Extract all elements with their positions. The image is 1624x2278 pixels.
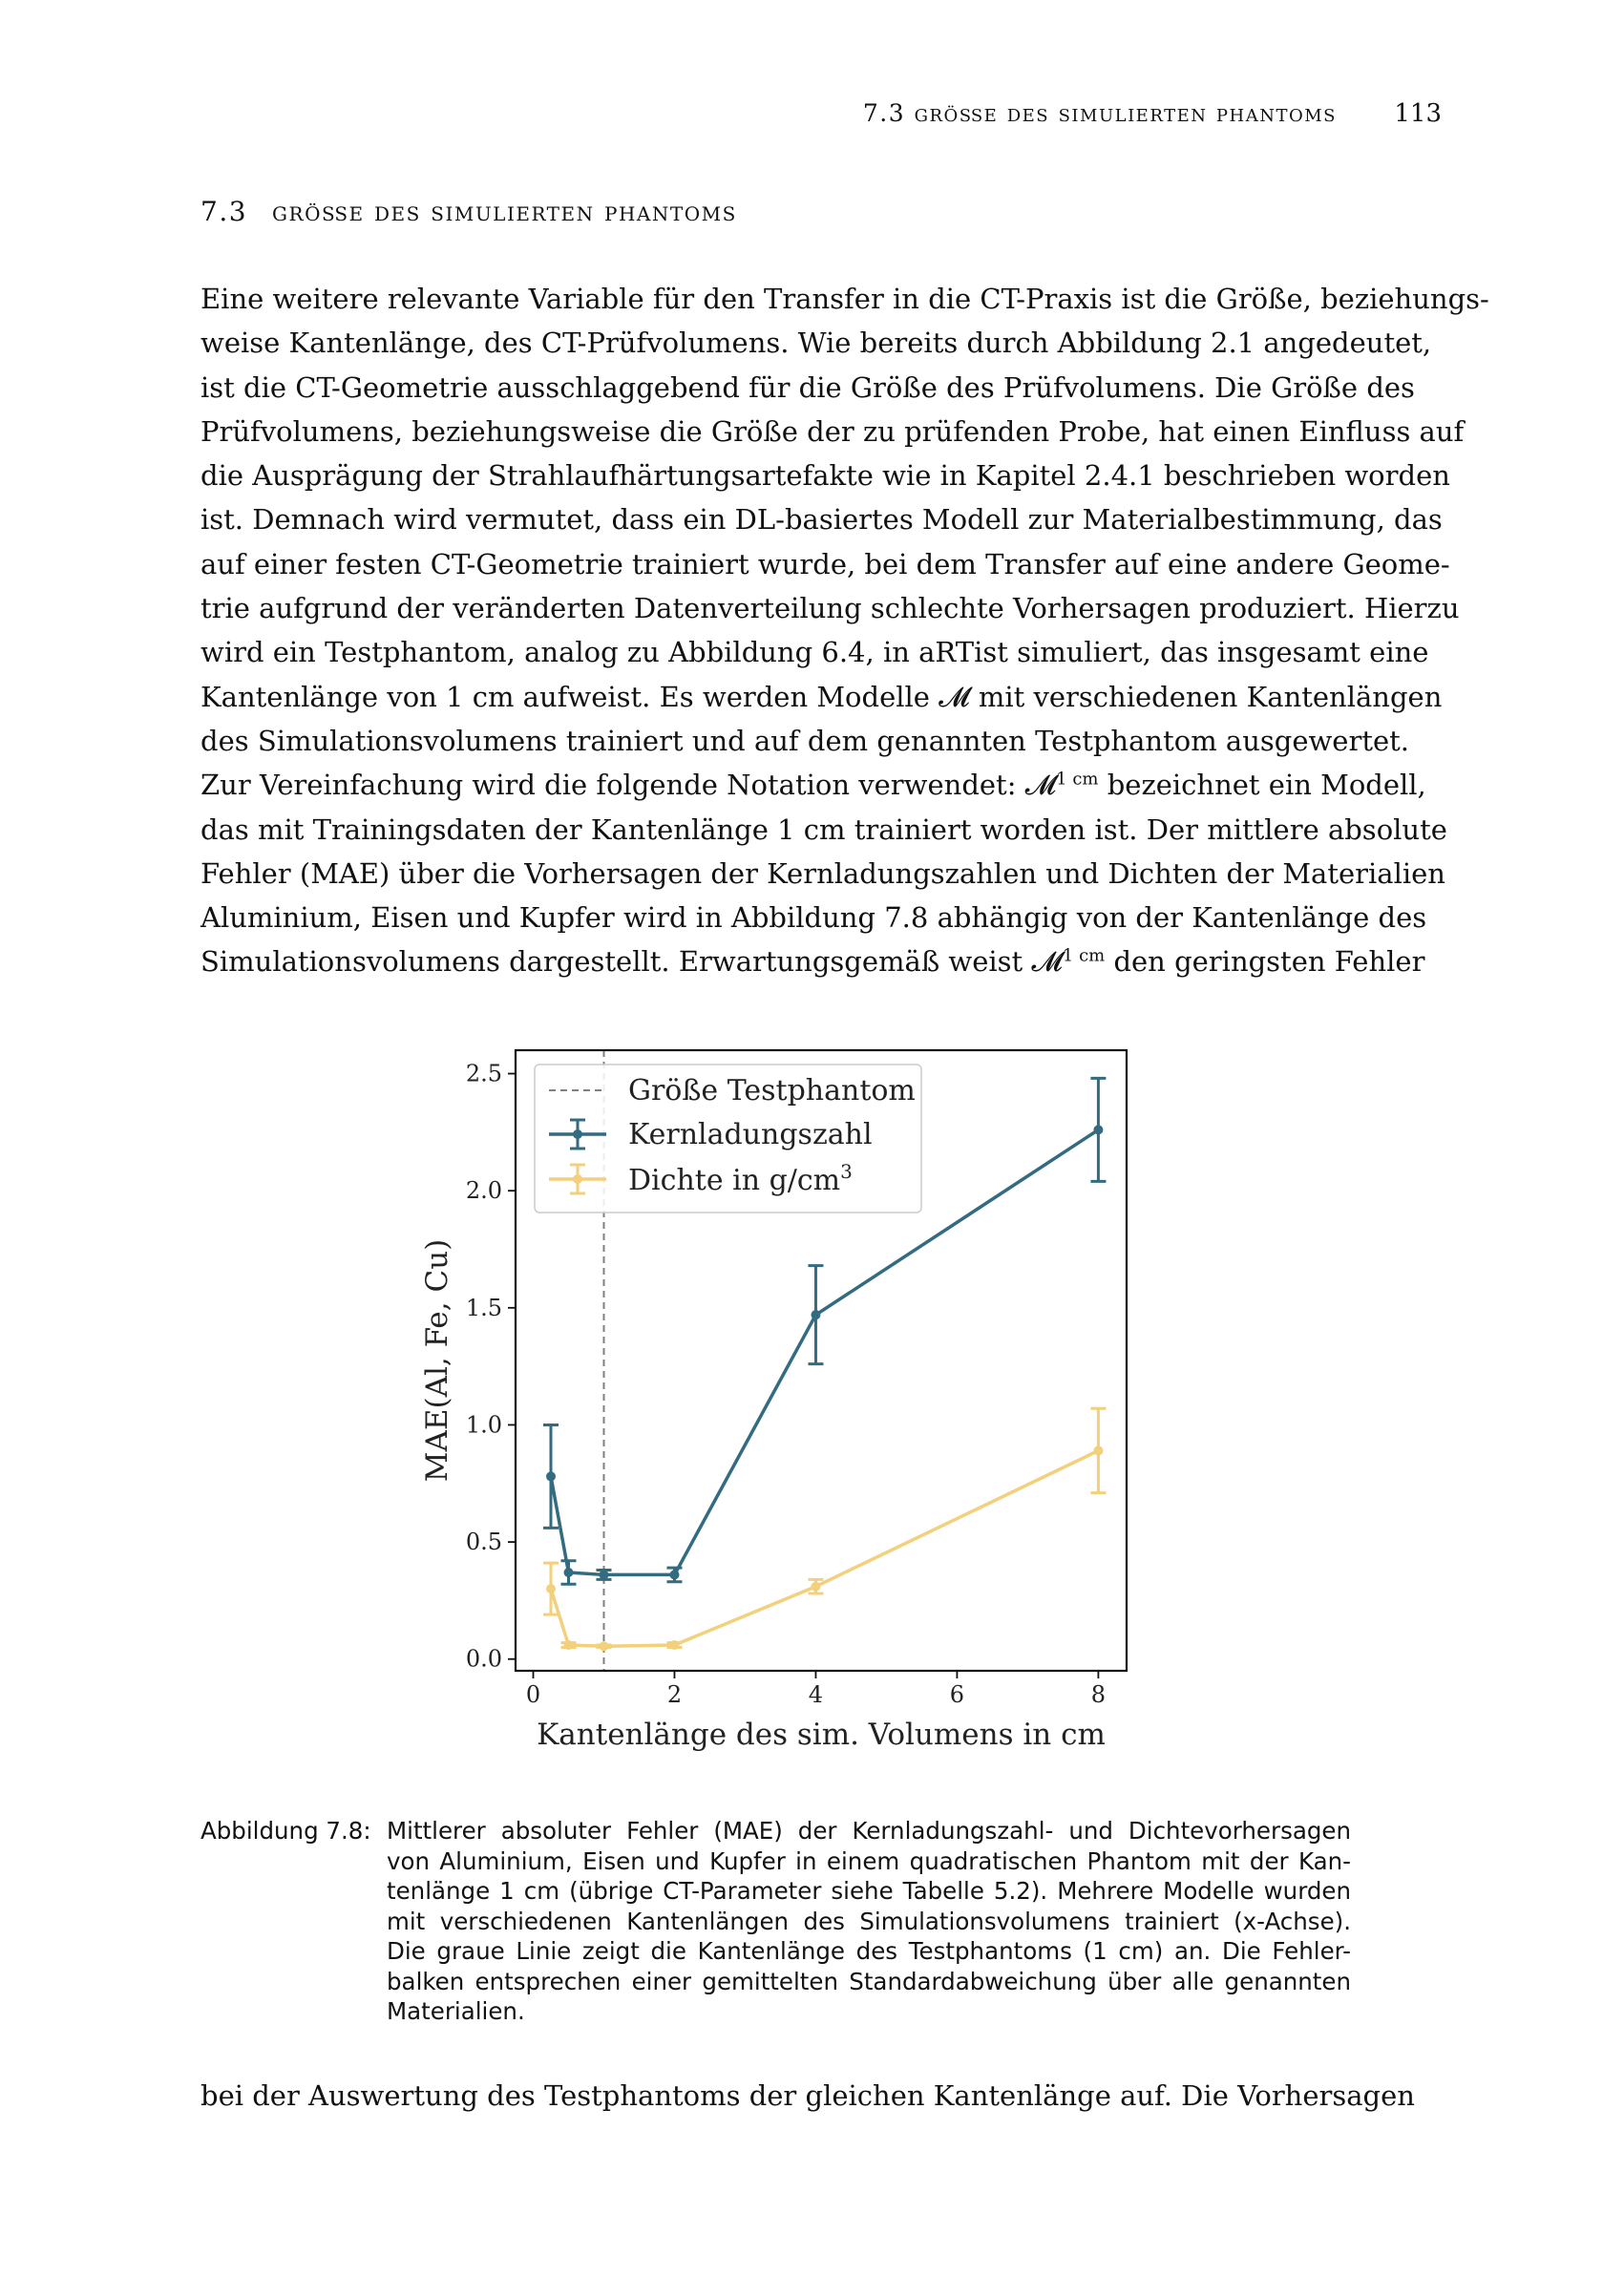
superscript: 1 cm <box>1056 769 1099 790</box>
data-point <box>669 1640 679 1650</box>
data-point <box>1093 1445 1103 1455</box>
text-line: ist. Demnach wird vermutet, dass ein DL-basiertes Modell zur Materialbestimmung, das <box>200 503 1443 537</box>
caption-line: Materialien. <box>387 1997 525 2025</box>
text-line: Kantenlänge von 1 cm aufweist. Es werden Modelle 𝓜 mit verschiedenen Kantenlängen <box>200 680 1443 713</box>
figure-7-8 <box>401 1036 1155 1771</box>
figure-caption <box>200 1816 1351 2027</box>
text-fragment: Simulationsvolumens dargestellt. Erwartungsgemäß weist 𝓜 <box>200 945 1063 979</box>
text-line: wird ein Testphantom, analog zu Abbildung 6.4, in aRTist simuliert, das insgesamt eine <box>200 636 1429 669</box>
y-tick-label: 0.5 <box>465 1529 502 1556</box>
y-tick-label: 1.5 <box>465 1294 502 1321</box>
legend-series2-text: Dichte in g/cm <box>628 1164 841 1197</box>
running-header-title: 7.3 größe des simulierten phantoms <box>862 99 1337 127</box>
text-fragment: Zur Vereinfachung wird die folgende Notation verwendet: 𝓜 <box>200 769 1057 802</box>
legend-series2-label <box>628 1160 853 1197</box>
caption-line: tenlänge 1 cm (übrige CT-Parameter siehe Tabelle 5.2). Mehrere Modelle wurden <box>387 1877 1351 1905</box>
data-point <box>1093 1125 1103 1134</box>
y-axis-label: MAE(Al, Fe, Cu) <box>420 1238 454 1483</box>
legend-series1-label: Kernladungszahl <box>628 1118 873 1151</box>
caption-line: mit verschiedenen Kantenlängen des Simulationsvolumens trainiert (x-Achse). <box>387 1907 1351 1935</box>
y-tick-label: 2.5 <box>465 1060 502 1087</box>
text-line: Aluminium, Eisen und Kupfer wird in Abbildung 7.8 abhängig von der Kantenlänge des <box>200 901 1427 935</box>
paragraph-2 <box>200 2074 1415 2118</box>
mae-chart <box>401 1036 1155 1771</box>
text-line <box>200 763 1426 807</box>
text-line: die Ausprägung der Strahlaufhärtungsartefakte wie in Kapitel 2.4.1 beschrieben worden <box>200 459 1450 493</box>
caption-label: Abbildung 7.8: <box>200 1817 371 1845</box>
y-ticks <box>466 1061 516 1673</box>
running-header <box>200 99 1442 137</box>
text-line: trie aufgrund der veränderten Datenverteilung schlechte Vorhersagen produziert. Hierzu <box>200 592 1460 625</box>
data-point <box>546 1584 556 1593</box>
data-point <box>811 1582 820 1592</box>
series-line <box>551 1450 1098 1646</box>
x-tick-label: 8 <box>1090 1681 1107 1708</box>
x-tick-label: 0 <box>525 1681 541 1708</box>
legend-series2-sup: 3 <box>840 1160 853 1183</box>
superscript: 1 cm <box>1062 945 1106 966</box>
text-line: Prüfvolumens, beziehungsweise die Größe der zu prüfenden Probe, hat einen Einfluss auf <box>200 414 1465 448</box>
section-heading <box>200 196 737 227</box>
text-fragment: bezeichnet ein Modell, <box>1098 769 1426 802</box>
data-point <box>599 1641 608 1651</box>
text-line: das mit Trainingsdaten der Kantenlänge 1 cm trainiert worden ist. Der mittlere absolute <box>200 812 1447 846</box>
chart-legend <box>535 1065 921 1213</box>
data-point <box>563 1568 573 1577</box>
caption-line: von Aluminium, Eisen und Kupfer in einem quadratischen Phantom mit der Kan- <box>387 1846 1351 1875</box>
x-tick-label: 2 <box>666 1681 683 1708</box>
text-line: weise Kantenlänge, des CT-Prüfvolumens. Wie bereits durch Abbildung 2.1 angedeutet, <box>200 327 1432 360</box>
data-point <box>669 1570 679 1579</box>
legend-vline-label: Größe Testphantom <box>628 1074 916 1107</box>
x-axis-label: Kantenlänge des sim. Volumens in cm <box>537 1718 1106 1752</box>
text-line: Eine weitere relevante Variable für den Transfer in die CT-Praxis ist die Größe, beziehungs- <box>200 283 1489 315</box>
y-tick-label: 1.0 <box>465 1411 502 1439</box>
data-point <box>563 1640 573 1650</box>
page-number: 113 <box>1394 99 1442 128</box>
text-line: des Simulationsvolumens trainiert und auf dem genannten Testphantom ausgewertet. <box>200 724 1410 757</box>
text-line: Fehler (MAE) über die Vorhersagen der Kernladungszahlen und Dichten der Materialien <box>200 856 1445 890</box>
text-line: ist die CT-Geometrie ausschlaggebend für die Größe des Prüfvolumens. Die Größe des <box>200 370 1415 404</box>
caption-line: balken entsprechen einer gemittelten Standardabweichung über alle genannten <box>387 1967 1351 1995</box>
y-tick-label: 2.0 <box>465 1177 502 1205</box>
caption-line: Die graue Linie zeigt die Kantenlänge des Testphantoms (1 cm) an. Die Fehler- <box>387 1937 1351 1965</box>
x-ticks <box>526 1671 1106 1708</box>
caption-line: Mittlerer absoluter Fehler (MAE) der Kernladungszahl- und Dichtevorhersagen <box>387 1817 1351 1845</box>
section-title: größe des simulierten phantoms <box>272 196 737 227</box>
x-tick-label: 4 <box>808 1681 824 1708</box>
caption-body <box>387 1816 1351 2027</box>
text-fragment: den geringsten Fehler <box>1105 945 1425 979</box>
data-point <box>546 1471 556 1481</box>
section-number: 7.3 <box>200 196 248 227</box>
data-point <box>811 1310 820 1319</box>
text-line: auf einer festen CT-Geometrie trainiert wurde, bei dem Transfer auf eine andere Geome- <box>200 547 1450 580</box>
paragraph-1 <box>200 277 1489 984</box>
text-line: bei der Auswertung des Testphantoms der gleichen Kantenlänge auf. Die Vorhersagen <box>200 2079 1415 2112</box>
y-tick-label: 0.0 <box>465 1645 502 1673</box>
x-tick-label: 6 <box>949 1681 965 1708</box>
text-line <box>200 939 1425 983</box>
data-point <box>599 1570 608 1579</box>
